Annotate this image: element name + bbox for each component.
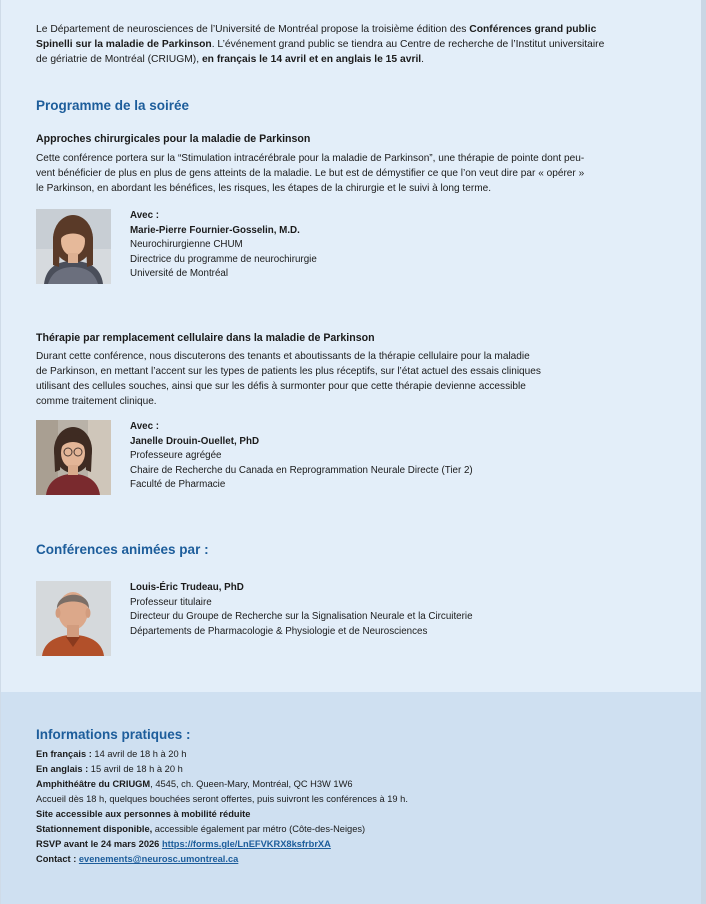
english-date: En anglais : 15 avril de 18 h à 20 h [36, 764, 183, 774]
talk-1-title: Approches chirurgicales pour la maladie de Parkinson [36, 133, 311, 145]
reception-info: Accueil dès 18 h, quelques bouchées seront offertes, puis suivront les conférences à 19 h. [36, 794, 408, 804]
page-right-border [701, 0, 706, 904]
intro-block [36, 22, 636, 67]
venue: Amphithéâtre du CRIUGM, 4545, ch. Queen-Mary, Montréal, QC H3W 1W6 [36, 779, 353, 789]
talk-2-title: Thérapie par remplacement cellulaire dans la maladie de Parkinson [36, 332, 375, 344]
accessibility-info: Site accessible aux personnes à mobilité réduite [36, 809, 251, 819]
host [36, 581, 473, 656]
contact-email-link[interactable]: evenements@neurosc.umontreal.ca [78, 854, 239, 864]
practical-info-content [36, 727, 636, 867]
speaker-1 [36, 209, 317, 284]
speaker-2-photo [36, 420, 111, 495]
avec-label: Avec : [130, 210, 160, 221]
speaker-1-photo [36, 209, 111, 284]
talk-1-description: Cette conférence portera sur la “Stimulation intracérébrale pour la maladie de Parkinson”, une thérapie de pointe dont peu- vent bénéficier de plus en plus de gens atteints de la maladie. Le but est de démystifier ce que l’on veut dire par « opérer » le Parkinson, en abordant les bénéfices, les risques, les étapes de la chirurgie et le suivi à long terme. [36, 153, 585, 194]
speaker-2 [36, 420, 473, 495]
rsvp-link[interactable]: https://forms.gle/LnEFVKRX8ksfrbrXA [161, 839, 331, 849]
french-date: En français : 14 avril de 18 h à 20 h [36, 749, 187, 759]
contact-info: Contact : evenements@neurosc.umontreal.ca [36, 854, 239, 864]
speaker-1-role: Neurochirurgienne CHUM [130, 239, 243, 250]
avec-label: Avec : [130, 421, 160, 432]
practical-info-title: Informations pratiques : [36, 727, 191, 742]
host-info [130, 581, 473, 656]
host-role: Professeur titulaire [130, 596, 212, 608]
host-photo [36, 581, 111, 656]
intro-paragraph: Le Département de neurosciences de l’Université de Montréal propose la troisième édition des Conférences grand public Spinelli sur la maladie de Parkinson. L’événement grand public se tiendra au Centre de recherche de l’Institut universitaire de gériatrie de Montréal (CRIUGM), en français le 14 avril et en anglais le 15 avril. [36, 24, 605, 65]
host-role: Départements de Pharmacologie & Physiologie et de Neurosciences [130, 625, 428, 637]
speaker-1-role: Université de Montréal [130, 268, 229, 279]
speaker-2-info [130, 420, 473, 495]
parking-info: Stationnement disponible, accessible également par métro (Côte-des-Neiges) [36, 824, 366, 834]
talk-2-description: Durant cette conférence, nous discuterons des tenants et aboutissants de la thérapie cellulaire pour la maladie de Parkinson, en mettant l’accent sur les types de patients les plus réceptifs, sur l’état actuel des essais cliniques utilisant des cellules souches, ainsi que sur les défis à surmonter pour que cette thérapie devienne accessible comme traitement clinique. [36, 351, 541, 407]
speaker-1-role: Directrice du programme de neurochirurgie [130, 253, 317, 265]
speaker-1-info [130, 209, 317, 284]
host-name: Louis-Éric Trudeau, PhD [130, 582, 244, 593]
speaker-2-role: Faculté de Pharmacie [130, 479, 226, 490]
host-section-title: Conférences animées par : [36, 542, 209, 557]
speaker-2-name: Janelle Drouin-Ouellet, PhD [130, 435, 260, 447]
speaker-2-role: Chaire de Recherche du Canada en Reprogrammation Neurale Directe (Tier 2) [130, 464, 473, 476]
speaker-1-name: Marie-Pierre Fournier-Gosselin, M.D. [130, 224, 300, 236]
practical-info-lines [36, 747, 636, 867]
rsvp-info: RSVP avant le 24 mars 2026 https://forms.gle/LnEFVKRX8ksfrbrXA [36, 839, 331, 849]
practical-info-panel [1, 692, 701, 904]
speaker-2-role: Professeure agrégée [130, 450, 222, 461]
host-role: Directeur du Groupe de Recherche sur la Signalisation Neurale et la Circuiterie [130, 611, 473, 622]
programme-title: Programme de la soirée [36, 98, 190, 113]
